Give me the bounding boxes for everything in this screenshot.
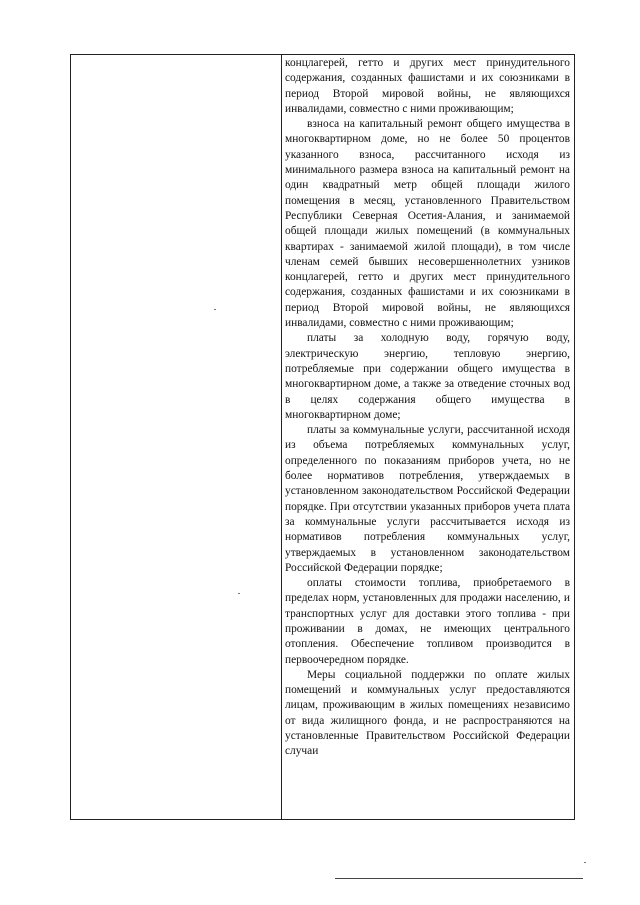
paragraph-social-support-measures: Меры социальной поддержки по оплате жилых помещений и коммунальных услуг предоставляются лицам, проживающим в жилых помещениях независимо от вида жилищного фонда, и не распространяются на установленные Правительством Российской Федерации случаи [285, 668, 570, 758]
paragraph-utility-services: платы за коммунальные услуги, рассчитанной исходя из объема потребляемых коммунальных услуг, определенного по показаниям приборов учета, но не более нормативов потребления, утверждаемых в установленном законодательством Российской Федерации порядке. При отсутствии указанных приборов учета плата за коммунальные услуги рассчитывается исходя из нормативов потребления коммунальных услуг, утверждаемых в установленном законодательством Российской Федерации порядке; [285, 424, 570, 574]
right-column-cell [285, 56, 570, 820]
paragraph-common-property-utilities: платы за холодную воду, горячую воду, электрическую энергию, тепловую энергию, потребляемые при содержании общего имущества в многоквартирном доме, а также за отведение сточных вод в целях содержания общего имущества в многоквартирном доме; [285, 332, 570, 421]
column-divider [281, 55, 282, 819]
paragraph-continuation: концлагерей, гетто и других мест принудительного содержания, созданных фашистами и их союзниками в период Второй мировой войны, не являющихся инвалидами, совместно с ними проживающим; [285, 57, 570, 115]
footer-rule [335, 878, 583, 879]
scan-speck [238, 593, 240, 594]
left-column-cell [71, 55, 281, 819]
scan-speck [584, 862, 586, 863]
scan-speck [214, 309, 216, 310]
document-table [70, 54, 575, 820]
paragraph-fuel-cost: оплаты стоимости топлива, приобретаемого в пределах норм, установленных для продажи населению, и транспортных услуг для доставки этого топлива - при проживании в домах, не имеющих центрального отопления. Обеспечение топливом производится в первоочередном порядке. [285, 577, 570, 666]
paragraph-capital-repair-contribution: взноса на капитальный ремонт общего имущества в многоквартирном доме, но не более 50 процентов указанного взноса, рассчитанного исходя из минимального размера взноса на капитальный ремонт на один квадратный метр общей площади жилого помещения в месяц, установленного Правительством Республики Северная Осетия-Алания, и занимаемой общей площади жилых помещений (в коммунальных квартирах - занимаемой жилой площади), в том числе членам семей бывших несовершеннолетних узников концлагерей, гетто и других мест принудительного содержания, созданных фашистами и их союзниками в период Второй мировой войны, не являющихся инвалидами, совместно с ними проживающим; [285, 118, 570, 330]
